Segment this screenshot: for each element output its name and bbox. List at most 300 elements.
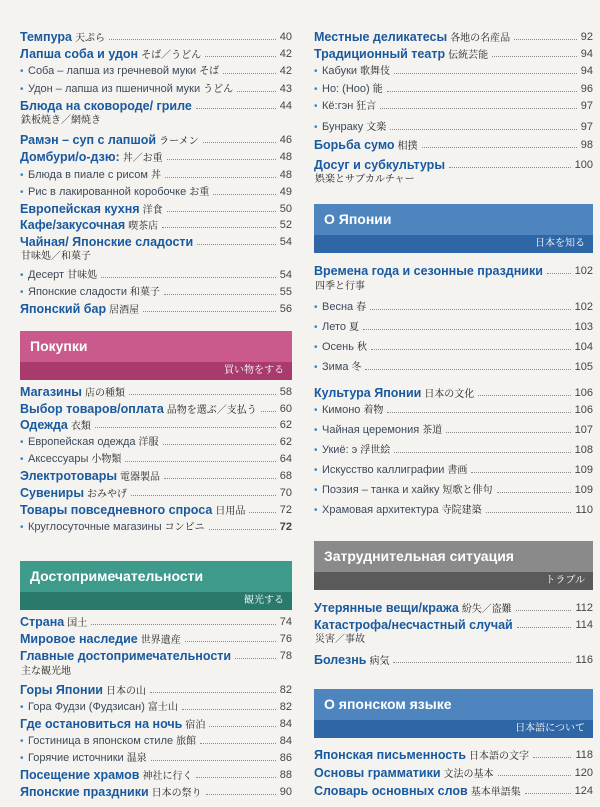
- entry-japanese: 喫茶店: [128, 221, 159, 232]
- entry-text: [20, 469, 160, 485]
- entry-japanese: 電器製品: [120, 472, 161, 483]
- page-number: 108: [574, 444, 593, 456]
- toc-subentry[interactable]: [20, 734, 292, 749]
- entry-japanese: 日本の文化: [424, 389, 475, 400]
- entry-text: [322, 483, 493, 498]
- toc-subentry[interactable]: [314, 320, 593, 335]
- entry-text: [322, 99, 376, 114]
- entry-text: [322, 300, 366, 315]
- dot-leader: [497, 492, 571, 493]
- dot-leader: [150, 692, 276, 693]
- section-japanese-title: トラブル: [314, 572, 593, 590]
- entry-title: Борьба сумо: [314, 138, 395, 152]
- bullet-icon: •: [20, 736, 24, 747]
- entry-title: Одежда: [20, 418, 68, 432]
- entry-japanese: 和菓子: [129, 287, 160, 298]
- entry-text: [28, 751, 147, 766]
- toc-subentry[interactable]: [314, 82, 593, 97]
- entry-japanese: 店の種類: [84, 388, 125, 399]
- toc-entry[interactable]: [314, 264, 593, 279]
- dot-leader: [125, 461, 276, 462]
- dot-leader: [380, 108, 577, 109]
- entry-title: Кафе/закусочная: [20, 218, 126, 232]
- bullet-icon: •: [314, 445, 318, 456]
- entry-text: [322, 443, 390, 458]
- toc-entry[interactable]: [20, 218, 292, 233]
- dot-leader: [237, 91, 276, 92]
- entry-japanese: 衣類: [70, 421, 91, 432]
- entry-text: [28, 285, 160, 300]
- dot-leader: [390, 129, 577, 130]
- entry-japanese: 冬: [351, 362, 362, 373]
- page-number: 92: [580, 31, 593, 43]
- dot-leader: [547, 273, 571, 274]
- entry-text: [322, 463, 467, 478]
- dot-leader: [514, 39, 577, 40]
- dot-leader: [185, 641, 276, 642]
- entry-text: [20, 683, 146, 699]
- entry-japanese: 秋: [356, 342, 367, 353]
- entry-japanese: 書画: [447, 465, 468, 476]
- page-number: 112: [575, 602, 593, 614]
- entry-text: [28, 734, 196, 749]
- page-number: 104: [574, 341, 593, 353]
- toc-entry[interactable]: [314, 30, 593, 45]
- entry-japanese: 着物: [363, 405, 384, 416]
- page-number: 103: [574, 321, 593, 333]
- entry-text: [314, 748, 529, 764]
- entry-japanese: 日本の山: [105, 686, 146, 697]
- entry-text: [28, 452, 121, 467]
- page-number: 97: [580, 100, 593, 112]
- page-number: 48: [279, 151, 292, 163]
- entry-title: Культура Японии: [314, 386, 422, 400]
- toc-subentry[interactable]: [20, 285, 292, 300]
- entry-text: [28, 700, 178, 715]
- entry-title: Искусство каллиграфии: [322, 464, 445, 476]
- entry-title: Соба – лапша из гречневой муки: [28, 65, 197, 77]
- page-number: 109: [574, 464, 593, 476]
- entry-title: Японский бар: [20, 302, 107, 316]
- entry-japanese-subtitle: 甘味処／和菓子: [21, 251, 91, 262]
- bullet-icon: •: [314, 362, 318, 373]
- entry-japanese: おみやげ: [87, 489, 127, 500]
- toc-entry[interactable]: [20, 486, 292, 501]
- entry-japanese-subtitle: 娯楽とサブカルチャー: [315, 174, 415, 185]
- section-japanese-title: 日本語について: [314, 720, 593, 738]
- page-number: 54: [279, 236, 292, 248]
- entry-title: Поэзия – танка и хайку: [322, 484, 440, 496]
- entry-japanese: 洋服: [138, 437, 159, 448]
- section-title: Затруднительная ситуация: [314, 541, 593, 572]
- dot-leader: [131, 495, 276, 496]
- entry-title: Рис в лакированной коробочке: [28, 186, 187, 198]
- entry-japanese: 伝統芸能: [448, 50, 489, 61]
- toc-entry[interactable]: [20, 768, 292, 783]
- bullet-icon: •: [314, 302, 318, 313]
- toc-subentry[interactable]: [314, 503, 593, 518]
- dot-leader: [387, 91, 577, 92]
- dot-leader: [109, 39, 276, 40]
- dot-leader: [393, 662, 571, 663]
- dot-leader: [449, 167, 571, 168]
- entry-text: [314, 264, 543, 279]
- entry-title: Европейская одежда: [28, 436, 136, 448]
- toc-entry[interactable]: [20, 649, 292, 664]
- entry-title: Кабуки: [322, 65, 358, 77]
- entry-title: Лето: [322, 321, 347, 333]
- dot-leader: [387, 412, 571, 413]
- toc-entry[interactable]: [20, 418, 292, 433]
- page-number: 106: [574, 404, 593, 416]
- section-japanese-title: 観光する: [20, 592, 292, 610]
- toc-entry[interactable]: [314, 618, 593, 633]
- toc-entry[interactable]: [20, 47, 292, 62]
- entry-text: [28, 168, 161, 183]
- entry-text: [20, 385, 125, 401]
- page-number: 82: [279, 684, 292, 696]
- page-number: 64: [279, 453, 292, 465]
- dot-leader: [95, 427, 276, 428]
- section-japanese-title: 買い物をする: [20, 362, 292, 380]
- entry-japanese: 浮世絵: [360, 445, 391, 456]
- entry-title: Десерт: [28, 269, 65, 281]
- entry-japanese: 歌舞伎: [360, 66, 391, 77]
- dot-leader: [167, 159, 276, 160]
- page-number: 62: [279, 419, 292, 431]
- bullet-icon: •: [314, 101, 318, 112]
- section-title: О Японии: [314, 204, 593, 235]
- toc-subentry[interactable]: [20, 168, 292, 183]
- entry-title: Горячие источники: [28, 752, 124, 764]
- entry-japanese: 洋食: [142, 205, 163, 216]
- page-number: 84: [279, 718, 292, 730]
- toc-entry[interactable]: [20, 202, 292, 217]
- bullet-icon: •: [314, 322, 318, 333]
- toc-entry[interactable]: [20, 235, 292, 250]
- toc-entry[interactable]: [314, 748, 593, 763]
- entry-text: [20, 218, 158, 234]
- entry-text: [20, 768, 192, 784]
- toc-entry[interactable]: [20, 503, 292, 518]
- entry-title: Осень: [322, 341, 354, 353]
- section-japanese-title: 日本を知る: [314, 235, 593, 253]
- dot-leader: [486, 512, 571, 513]
- entry-title: Времена года и сезонные праздники: [314, 264, 543, 278]
- page-number: 96: [580, 83, 593, 95]
- entry-title: Сувениры: [20, 486, 84, 500]
- entry-title: Основы грамматики: [314, 766, 441, 780]
- entry-text: [322, 360, 361, 375]
- toc-subentry[interactable]: [314, 360, 593, 375]
- toc-subentry[interactable]: [20, 435, 292, 450]
- bullet-icon: •: [314, 405, 318, 416]
- dot-leader: [223, 73, 276, 74]
- entry-japanese: 紛失／盗難: [461, 604, 512, 615]
- toc-subentry[interactable]: [20, 520, 292, 535]
- entry-japanese: 宿泊: [185, 720, 206, 731]
- page-number: 72: [279, 521, 292, 533]
- entry-title: Темпура: [20, 30, 72, 44]
- toc-subentry[interactable]: [314, 483, 593, 498]
- entry-text: [20, 150, 163, 166]
- toc-entry[interactable]: [314, 138, 593, 153]
- toc-entry[interactable]: [20, 133, 292, 148]
- dot-leader: [249, 512, 276, 513]
- dot-leader: [196, 777, 276, 778]
- entry-title: Зима: [322, 361, 349, 373]
- page-number: 102: [574, 301, 593, 313]
- entry-text: [314, 653, 389, 669]
- page-number: 56: [279, 303, 292, 315]
- page-number: 42: [279, 65, 292, 77]
- entry-title: Досуг и субкультуры: [314, 158, 445, 172]
- dot-leader: [163, 444, 276, 445]
- toc-entry[interactable]: [20, 150, 292, 165]
- entry-title: Где остановиться на ночь: [20, 717, 183, 731]
- entry-japanese: 基本単語集: [470, 787, 521, 798]
- toc-entry[interactable]: [20, 717, 292, 732]
- entry-japanese: 春: [356, 302, 367, 313]
- dot-leader: [164, 478, 276, 479]
- entry-text: [314, 618, 513, 633]
- toc-entry[interactable]: [20, 402, 292, 417]
- entry-text: [20, 649, 231, 664]
- dot-leader: [143, 311, 276, 312]
- bullet-icon: •: [314, 122, 318, 133]
- toc-subentry[interactable]: [314, 64, 593, 79]
- page-number: 116: [575, 654, 593, 666]
- page-number: 106: [574, 387, 593, 399]
- bullet-icon: •: [20, 753, 24, 764]
- page-number: 40: [279, 31, 292, 43]
- section-banner: [20, 561, 292, 610]
- entry-japanese: うどん: [203, 84, 234, 95]
- toc-subentry[interactable]: [20, 700, 292, 715]
- entry-text: [20, 785, 202, 801]
- bullet-icon: •: [20, 287, 24, 298]
- toc-subentry[interactable]: [314, 463, 593, 478]
- toc-entry[interactable]: [314, 158, 593, 173]
- entry-japanese: 国土: [67, 618, 88, 629]
- entry-japanese: 各地の名産品: [450, 33, 511, 44]
- page-number: 100: [574, 159, 593, 171]
- section-banner: [20, 331, 292, 380]
- bullet-icon: •: [20, 702, 24, 713]
- toc-entry[interactable]: [20, 302, 292, 317]
- entry-japanese: 丼／お重: [122, 153, 163, 164]
- page-number: 124: [574, 785, 593, 797]
- toc-entry[interactable]: [314, 784, 593, 799]
- entry-text: [322, 403, 383, 418]
- entry-text: [322, 340, 367, 355]
- entry-text: [28, 268, 97, 283]
- page-number: 72: [279, 504, 292, 516]
- dot-leader: [200, 743, 276, 744]
- toc-entry[interactable]: [314, 653, 593, 668]
- page-number: 94: [580, 65, 593, 77]
- entry-text: [20, 486, 127, 502]
- entry-japanese: 茶道: [422, 425, 443, 436]
- page-number: 46: [279, 134, 292, 146]
- dot-leader: [203, 142, 276, 143]
- dot-leader: [492, 56, 577, 57]
- entry-text: [20, 99, 192, 114]
- page-number: 49: [279, 186, 292, 198]
- entry-title: Аксессуары: [28, 453, 89, 465]
- toc-entry[interactable]: [20, 785, 292, 800]
- page-number: 105: [574, 361, 593, 373]
- entry-japanese: 能: [372, 84, 383, 95]
- bullet-icon: •: [20, 454, 24, 465]
- entry-title: Рамэн – суп с лапшой: [20, 133, 157, 147]
- page-number: 94: [580, 48, 593, 60]
- entry-text: [20, 47, 201, 63]
- bullet-icon: •: [314, 342, 318, 353]
- toc-entry[interactable]: [20, 632, 292, 647]
- toc-subentry[interactable]: [20, 268, 292, 283]
- entry-japanese: 寺院建築: [441, 505, 482, 516]
- section-title: О японском языке: [314, 689, 593, 720]
- entry-title: Мировое наследие: [20, 632, 138, 646]
- entry-text: [322, 82, 383, 97]
- entry-title: Чайная/ Японские сладости: [20, 235, 194, 249]
- dot-leader: [91, 624, 276, 625]
- page-number: 48: [279, 169, 292, 181]
- toc-entry[interactable]: [20, 683, 292, 698]
- toc-subentry[interactable]: [20, 64, 292, 79]
- toc-entry[interactable]: [20, 30, 292, 45]
- dot-leader: [394, 452, 571, 453]
- entry-japanese: 夏: [349, 322, 360, 333]
- toc-entry[interactable]: [314, 601, 593, 616]
- toc-subentry[interactable]: [314, 340, 593, 355]
- page-number: 110: [575, 504, 593, 516]
- dot-leader: [213, 194, 276, 195]
- entry-title: Блюда в пиале с рисом: [28, 169, 148, 181]
- entry-title: Магазины: [20, 385, 82, 399]
- dot-leader: [151, 760, 276, 761]
- entry-japanese: 狂言: [356, 101, 377, 112]
- page-number: 74: [279, 616, 292, 628]
- entry-japanese: 文楽: [366, 122, 387, 133]
- dot-leader: [209, 529, 276, 530]
- entry-japanese: 文法の基本: [443, 769, 494, 780]
- entry-text: [314, 601, 512, 617]
- bullet-icon: •: [20, 170, 24, 181]
- dot-leader: [165, 177, 276, 178]
- toc-subentry[interactable]: [20, 452, 292, 467]
- toc-entry[interactable]: [314, 766, 593, 781]
- section-banner: [314, 541, 593, 590]
- dot-leader: [394, 73, 577, 74]
- page-number: 50: [279, 203, 292, 215]
- entry-text: [20, 302, 139, 318]
- entry-japanese: 神社に行く: [142, 771, 193, 782]
- entry-text: [322, 120, 386, 135]
- page-number: 102: [574, 265, 593, 277]
- entry-title: Японская письменность: [314, 748, 467, 762]
- page-number: 42: [279, 48, 292, 60]
- entry-title: Выбор товаров/оплата: [20, 402, 164, 416]
- toc-subentry[interactable]: [314, 443, 593, 458]
- entry-text: [322, 503, 482, 518]
- page-number: 120: [574, 767, 593, 779]
- dot-leader: [371, 349, 571, 350]
- entry-japanese: そば／うどん: [141, 50, 202, 61]
- toc-entry[interactable]: [20, 469, 292, 484]
- dot-leader: [471, 472, 571, 473]
- entry-japanese: 日本語の文字: [469, 751, 530, 762]
- page-number: 55: [279, 286, 292, 298]
- bullet-icon: •: [314, 84, 318, 95]
- toc-subentry[interactable]: [20, 751, 292, 766]
- entry-text: [28, 520, 205, 535]
- entry-title: Катастрофа/несчастный случай: [314, 618, 513, 632]
- bullet-icon: •: [20, 66, 24, 77]
- page-number: 60: [279, 403, 292, 415]
- page-number: 44: [279, 100, 292, 112]
- entry-text: [20, 503, 245, 519]
- entry-japanese-subtitle: 鉄板焼き／網焼き: [21, 115, 101, 126]
- toc-entry[interactable]: [314, 47, 593, 62]
- toc-entry[interactable]: [20, 385, 292, 400]
- dot-leader: [182, 709, 276, 710]
- section-title: Достопримечательности: [20, 561, 292, 592]
- toc-entry[interactable]: [314, 386, 593, 401]
- section-title: Покупки: [20, 331, 292, 362]
- entry-title: Посещение храмов: [20, 768, 140, 782]
- entry-title: Весна: [322, 301, 354, 313]
- entry-text: [322, 64, 390, 79]
- page-number: 98: [580, 139, 593, 151]
- entry-text: [20, 30, 105, 46]
- entry-japanese: 品物を選ぶ／支払う: [166, 405, 257, 416]
- entry-japanese: 短歌と俳句: [442, 485, 493, 496]
- page-number: 109: [574, 484, 593, 496]
- page-number: 62: [279, 436, 292, 448]
- entry-title: Местные деликатесы: [314, 30, 448, 44]
- page-number: 68: [279, 470, 292, 482]
- entry-title: Но: (Ноо): [322, 83, 370, 95]
- dot-leader: [516, 610, 571, 611]
- entry-title: Японские праздники: [20, 785, 149, 799]
- entry-japanese: 居酒屋: [109, 305, 140, 316]
- entry-title: Главные достопримечательности: [20, 649, 232, 663]
- toc-subentry[interactable]: [314, 403, 593, 418]
- entry-title: Европейская кухня: [20, 202, 140, 216]
- toc-subentry[interactable]: [20, 82, 292, 97]
- toc-entry[interactable]: [20, 99, 292, 114]
- toc-subentry[interactable]: [20, 185, 292, 200]
- entry-text: [20, 402, 257, 418]
- dot-leader: [167, 211, 276, 212]
- entry-japanese: お重: [189, 187, 210, 198]
- toc-subentry[interactable]: [314, 120, 593, 135]
- dot-leader: [365, 369, 571, 370]
- toc-entry[interactable]: [20, 615, 292, 630]
- entry-japanese: 日用品: [215, 506, 246, 517]
- entry-text: [314, 386, 474, 402]
- entry-text: [314, 784, 521, 800]
- page-number: 84: [279, 735, 292, 747]
- toc-subentry[interactable]: [314, 300, 593, 315]
- bullet-icon: •: [20, 187, 24, 198]
- page-number: 118: [575, 749, 593, 761]
- toc-subentry[interactable]: [314, 423, 593, 438]
- toc-subentry[interactable]: [314, 99, 593, 114]
- entry-title: Электротовары: [20, 469, 118, 483]
